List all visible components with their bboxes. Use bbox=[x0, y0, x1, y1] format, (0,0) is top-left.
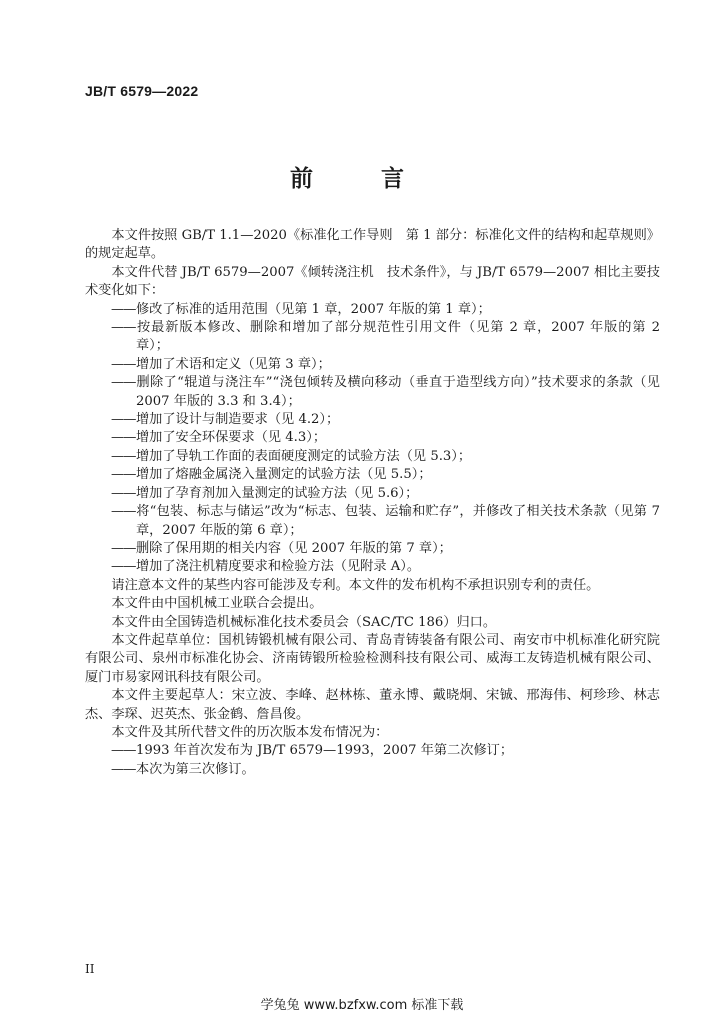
list-item: ——增加了术语和定义（见第 3 章）； bbox=[111, 356, 331, 372]
document-code: JB/T 6579—2022 bbox=[85, 83, 199, 99]
list-item: ——增加了安全环保要求（见 4.3）； bbox=[111, 430, 327, 446]
paragraph-patent-notice: 请注意本文件的某些内容可能涉及专利。本文件的发布机构不承担识别专利的责任。 bbox=[111, 577, 600, 593]
page-title: 前 言 bbox=[289, 166, 434, 192]
paragraph-drafters: 本文件主要起草人：宋立波、李峰、赵林栋、董永博、戴晓炯、宋铖、邢海伟、柯珍珍、林志杰、李琛、迟英杰、张金鹤、詹昌俊。 bbox=[85, 688, 660, 722]
list-item: ——删除了保用期的相关内容（见 2007 年版的第 7 章）； bbox=[111, 540, 452, 556]
list-item: ——增加了设计与制造要求（见 4.2）； bbox=[111, 412, 340, 428]
list-item: ——按最新版本修改、删除和增加了部分规范性引用文件（见第 2 章，2007 年版的第 2 章）； bbox=[111, 320, 660, 354]
list-item: ——本次为第三次修订。 bbox=[111, 761, 255, 777]
list-item: ——增加了孕育剂加入量测定的试验方法（见 5.6）； bbox=[111, 485, 419, 501]
paragraph-replacement-note: 本文件代替 JB/T 6579—2007《倾转浇注机 技术条件》，与 JB/T 6579—2007 相比主要技术变化如下： bbox=[85, 264, 660, 299]
paragraph-drafting-basis: 本文件按照 GB/T 1.1—2020《标准化工作导则 第 1 部分：标准化文件的结构和起草规则》的规定起草。 bbox=[85, 228, 660, 262]
list-item: ——增加了导轨工作面的表面硬度测定的试验方法（见 5.3）； bbox=[111, 448, 472, 464]
paragraph-committee: 本文件由全国铸造机械标准化技术委员会（SAC/TC 186）归口。 bbox=[111, 614, 497, 630]
page-number: II bbox=[85, 962, 95, 976]
changes-list bbox=[85, 301, 660, 577]
paragraph-history-intro: 本文件及其所代替文件的历次版本发布情况为： bbox=[111, 724, 389, 740]
history-list bbox=[85, 742, 660, 779]
list-item: ——增加了浇注机精度要求和检验方法（见附录 A）。 bbox=[111, 559, 421, 575]
paragraph-drafting-units: 本文件起草单位：国机铸锻机械有限公司、青岛青铸装备有限公司、南安市中机标准化研究院有限公司、泉州市标准化协会、济南铸锻所检验检测科技有限公司、威海工友铸造机械有限公司、厦门市易家网讯科技有限公司。 bbox=[85, 632, 660, 685]
foreword-body bbox=[85, 227, 660, 779]
footer-watermark: 学兔兔 www.bzfxw.com 标准下载 bbox=[260, 998, 464, 1013]
list-item: ——1993 年首次发布为 JB/T 6579—1993，2007 年第二次修订； bbox=[111, 743, 514, 759]
paragraph-proposer: 本文件由中国机械工业联合会提出。 bbox=[111, 596, 323, 612]
list-item: ——删除了“辊道与浇注车”“浇包倾转及横向移动（垂直于造型线方向）”技术要求的条款（见 2007 年版的 3.3 和 3.4）； bbox=[111, 375, 660, 409]
list-item: ——将“包装、标志与储运”改为“标志、包装、运输和贮存”，并修改了相关技术条款（见第 7 章，2007 年版的第 6 章）； bbox=[111, 504, 660, 538]
list-item: ——修改了标准的适用范围（见第 1 章，2007 年版的第 1 章）； bbox=[111, 301, 491, 317]
list-item: ——增加了熔融金属浇入量测定的试验方法（见 5.5）； bbox=[111, 467, 432, 483]
